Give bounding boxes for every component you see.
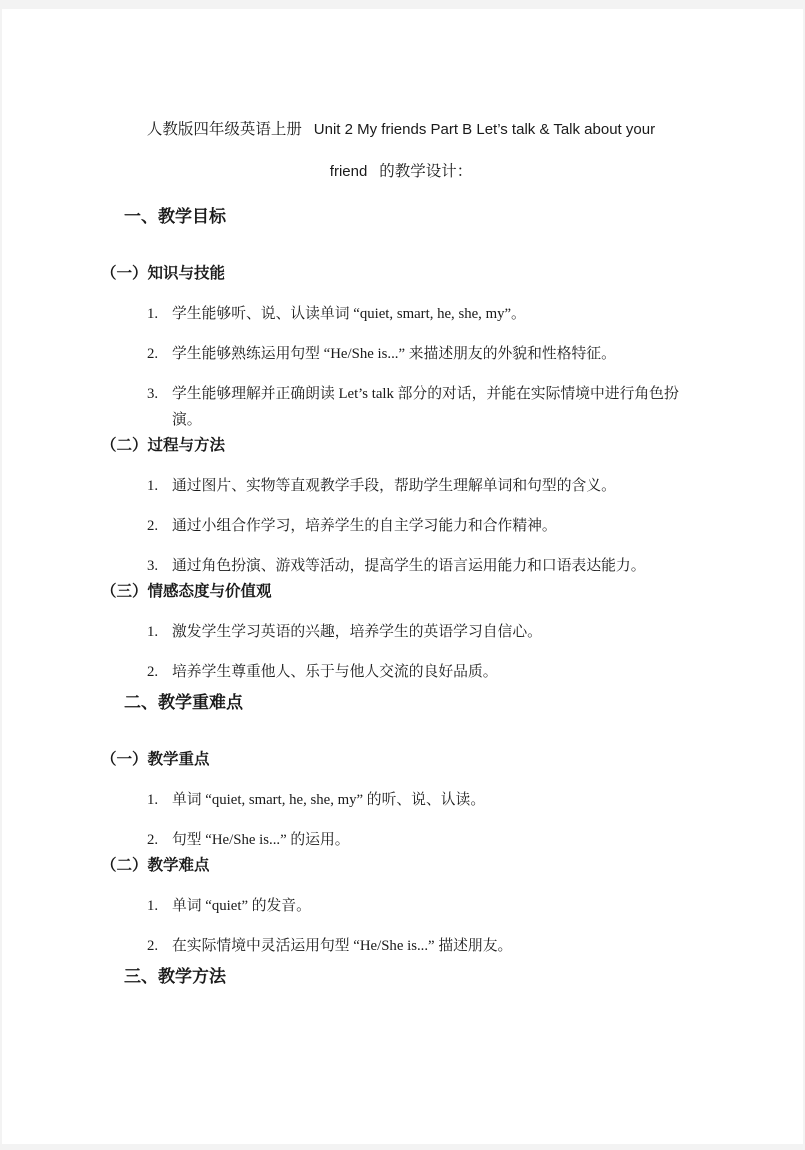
subsection-heading-process-methods: （二）过程与方法 — [101, 437, 226, 454]
title-line1-chinese-text: 人教版四年级英语上册 — [146, 121, 302, 138]
list-item-text: 通过小组合作学习，培养学生的自主学习能力和合作精神。 — [172, 518, 557, 534]
list-item-number: 3. — [147, 386, 159, 402]
list-item — [99, 893, 703, 919]
document-page — [2, 9, 803, 1144]
list-item — [99, 827, 703, 853]
list-item-number: 1. — [147, 898, 159, 914]
title-line2-chinese-text: 的教学设计： — [379, 163, 473, 180]
subsection-heading-teaching-focus: （一）教学重点 — [101, 751, 210, 768]
list-item-number: 1. — [147, 306, 159, 322]
list-item-text: 在实际情境中灵活运用句型 “He/She is...” 描述朋友。 — [172, 938, 513, 954]
subsection-heading-teaching-difficulties: （二）教学难点 — [101, 857, 210, 874]
list-item — [99, 787, 703, 813]
list-item — [99, 301, 703, 327]
list-item — [99, 553, 703, 579]
list-item-number: 2. — [147, 518, 159, 534]
list-item — [99, 513, 703, 539]
section-heading-teaching-goals: 一、教学目标 — [124, 207, 226, 226]
list-item-text: 学生能够理解并正确朗读 Let’s talk 部分的对话，并能在实际情境中进行角色扮演。 — [172, 386, 679, 428]
list-item-text: 通过角色扮演、游戏等活动，提高学生的语言运用能力和口语表达能力。 — [172, 558, 646, 574]
list-item-number: 1. — [147, 624, 159, 640]
list-item — [99, 341, 703, 367]
list-item-number: 3. — [147, 558, 159, 574]
list-item-text: 句型 “He/She is...” 的运用。 — [172, 832, 350, 848]
subsection-heading-knowledge-skills: （一）知识与技能 — [101, 265, 226, 282]
list-item — [99, 473, 703, 499]
list-item-text: 单词 “quiet, smart, he, she, my” 的听、说、认读。 — [172, 792, 486, 808]
list-item — [99, 381, 703, 433]
title-line2-english-text: friend — [329, 163, 368, 180]
list-item-text: 学生能够熟练运用句型 “He/She is...” 来描述朋友的外貌和性格特征。 — [172, 346, 616, 362]
list-item-number: 2. — [147, 664, 159, 680]
list-item-text: 激发学生学习英语的兴趣，培养学生的英语学习自信心。 — [172, 624, 542, 640]
document-title-line-1 — [99, 109, 703, 151]
list-item-number: 2. — [147, 832, 159, 848]
list-item — [99, 619, 703, 645]
document-title — [99, 109, 703, 193]
list-item-number: 1. — [147, 478, 159, 494]
list-item-number: 2. — [147, 938, 159, 954]
list-item-text: 学生能够听、说、认读单词 “quiet, smart, he, she, my”。 — [172, 306, 526, 322]
title-line1-english-text: Unit 2 My friends Part B Let’s talk & Talk about your — [313, 121, 656, 138]
document-title-line-2 — [99, 151, 703, 193]
section-heading-teaching-methods: 三、教学方法 — [124, 967, 226, 986]
subsection-heading-affect-values: （三）情感态度与价值观 — [101, 583, 272, 600]
section-heading-key-difficult-points: 二、教学重难点 — [124, 693, 243, 712]
list-item — [99, 659, 703, 685]
list-item-number: 1. — [147, 792, 159, 808]
list-item-text: 通过图片、实物等直观教学手段，帮助学生理解单词和句型的含义。 — [172, 478, 616, 494]
list-item-text: 单词 “quiet” 的发音。 — [172, 898, 311, 914]
list-item-text: 培养学生尊重他人、乐于与他人交流的良好品质。 — [172, 664, 498, 680]
list-item — [99, 933, 703, 959]
list-item-number: 2. — [147, 346, 159, 362]
